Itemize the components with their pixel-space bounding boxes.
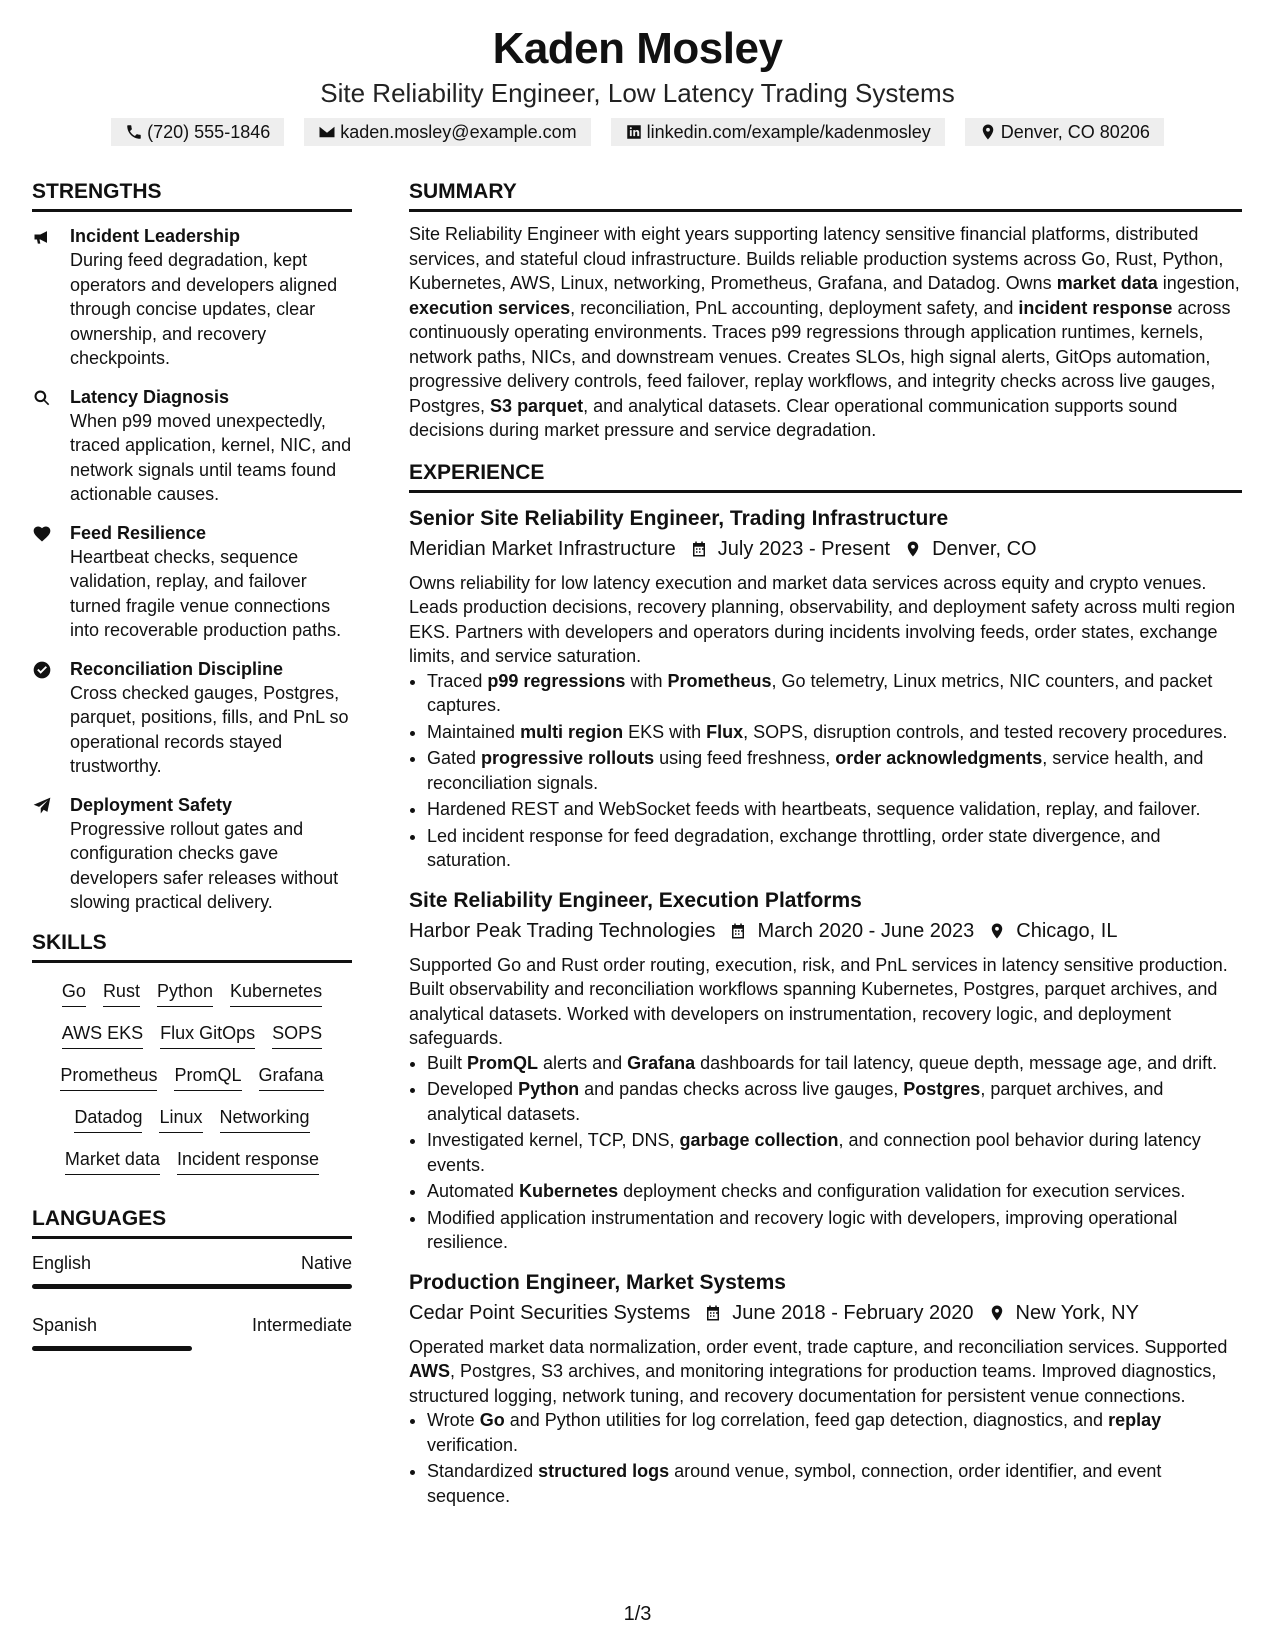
job-bullet bbox=[427, 1459, 1242, 1508]
job-company: Harbor Peak Trading Technologies bbox=[409, 919, 716, 942]
bold-text: market data bbox=[1056, 273, 1158, 293]
summary-text bbox=[409, 222, 1242, 443]
search-icon bbox=[32, 388, 52, 408]
job-company: Cedar Point Securities Systems bbox=[409, 1301, 691, 1324]
job-bullet bbox=[427, 1128, 1242, 1177]
bold-text: progressive rollouts bbox=[481, 748, 655, 768]
skills-list bbox=[32, 979, 352, 1175]
language-item bbox=[32, 1251, 352, 1289]
bold-text: p99 regressions bbox=[487, 670, 626, 691]
text-run: Operated market data normalization, order event, trade capture, and reconciliation services. Supported bbox=[409, 1336, 1228, 1357]
bold-text: execution services bbox=[409, 297, 571, 318]
job-company: Meridian Market Infrastructure bbox=[409, 537, 676, 560]
strength-title: Incident Leadership bbox=[70, 226, 241, 246]
text-run: and pandas checks across live gauges, bbox=[579, 1079, 904, 1099]
language-level: Intermediate bbox=[251, 1314, 352, 1335]
text-run: Hardened REST and WebSocket feeds with heartbeats, sequence validation, replay, and failover. bbox=[427, 799, 1201, 819]
job-bullet bbox=[427, 1408, 1242, 1457]
language-item bbox=[32, 1313, 352, 1351]
job-title: Production Engineer, Market Systems bbox=[409, 1270, 786, 1294]
contact-location-text: Denver, CO 80206 bbox=[1000, 122, 1150, 142]
candidate-name: Kaden Mosley bbox=[492, 24, 783, 73]
location-pin-icon bbox=[979, 123, 997, 141]
job-bullet bbox=[427, 1051, 1242, 1076]
job-entry bbox=[409, 887, 1242, 1255]
summary-heading: SUMMARY bbox=[409, 178, 1242, 212]
text-run: Led incident response for feed degradation, exchange throttling, order state divergence, and saturation. bbox=[427, 825, 1161, 870]
text-run: Modified application instrumentation and recovery logic with developers, improving operational resilience. bbox=[427, 1207, 1178, 1252]
contact-email-text: kaden.mosley@example.com bbox=[340, 122, 577, 142]
job-description: Owns reliability for low latency execution and market data services across equity and crypto venues. Leads production decisions, recovery planning, observability, and deployment safety across multi region EKS. Partners with developers and operators during incidents involving feeds, order states, exchange limits, and service saturation. bbox=[409, 572, 1236, 666]
location-pin-icon bbox=[904, 540, 922, 558]
text-run: alerts and bbox=[538, 1052, 628, 1073]
bold-text: garbage collection bbox=[679, 1130, 839, 1150]
skill-tag: PromQL bbox=[174, 1063, 241, 1091]
linkedin-icon bbox=[625, 123, 643, 141]
skill-tag: AWS EKS bbox=[62, 1021, 143, 1049]
strength-desc: Cross checked gauges, Postgres, parquet, positions, fills, and PnL so operational records stayed trustworthy. bbox=[70, 682, 349, 776]
text-run: around venue, symbol, connection, order identifier, and event sequence. bbox=[427, 1461, 1162, 1506]
text-run: Gated bbox=[427, 748, 482, 768]
text-run: across continuously operating environments. Traces p99 regressions through application runtimes, kernels, network paths, NICs, and downstream venues. Creates SLOs, high signal alerts, GitOps automation, progressive delivery controls, feed failover, replay workflows, and integrity checks across live gauges, Postgres, bbox=[409, 297, 1231, 416]
text-run: , Go telemetry, Linux metrics, NIC counters, and packet captures. bbox=[427, 670, 1213, 715]
location-pin-icon bbox=[988, 922, 1006, 940]
job-bullets bbox=[409, 669, 1242, 873]
strength-title: Latency Diagnosis bbox=[70, 386, 230, 407]
strength-title: Deployment Safety bbox=[70, 794, 233, 815]
job-bullet bbox=[427, 1206, 1242, 1255]
text-run: dashboards for tail latency, queue depth, message age, and drift. bbox=[695, 1052, 1218, 1073]
job-dates: March 2020 - June 2023 bbox=[757, 919, 975, 942]
text-run: Wrote bbox=[427, 1410, 480, 1430]
strength-item bbox=[32, 657, 352, 779]
strength-item bbox=[32, 793, 352, 915]
bold-text: Postgres bbox=[903, 1079, 981, 1099]
language-proficiency-fill bbox=[32, 1346, 192, 1351]
text-run: Automated bbox=[427, 1181, 520, 1201]
job-location: Denver, CO bbox=[932, 537, 1037, 560]
strength-title: Reconciliation Discipline bbox=[70, 658, 284, 679]
job-bullet bbox=[427, 797, 1242, 822]
text-run: , parquet archives, and analytical datasets. bbox=[427, 1079, 1164, 1124]
job-meta bbox=[409, 535, 1242, 563]
candidate-headline: Site Reliability Engineer, Low Latency Trading Systems bbox=[320, 78, 955, 108]
job-location: Chicago, IL bbox=[1016, 919, 1118, 942]
strength-item bbox=[32, 224, 352, 371]
job-description: Supported Go and Rust order routing, execution, risk, and PnL services in latency sensitive production. Built observability and reconciliation workflows spanning Kubernetes, Postgres, parquet archives, and analytical datasets. Worked with developers on instrumentation, recovery logic, and deployment safeguards. bbox=[409, 954, 1228, 1048]
calendar-icon bbox=[690, 540, 708, 558]
text-run: ingestion, bbox=[1157, 273, 1240, 293]
job-dates: June 2018 - February 2020 bbox=[732, 1301, 974, 1324]
text-run: Developed bbox=[427, 1079, 519, 1099]
job-location: New York, NY bbox=[1015, 1301, 1139, 1324]
job-description bbox=[409, 1335, 1242, 1409]
bold-text: Grafana bbox=[627, 1052, 696, 1073]
text-run: Traced bbox=[427, 670, 488, 691]
skill-tag: Linux bbox=[159, 1105, 202, 1133]
text-run: Site Reliability Engineer with eight years supporting latency sensitive financial platforms, distributed services, and stateful cloud infrastructure. Builds reliable production systems across Go, Rust, Python, Kubernetes, AWS, Linux, networking, Prometheus, Grafana, and Datadog. Owns bbox=[409, 224, 1224, 293]
skill-tag: Python bbox=[157, 979, 213, 1007]
job-meta bbox=[409, 1299, 1242, 1327]
text-run: , and connection pool behavior during latency events. bbox=[427, 1130, 1201, 1175]
contact-phone-text: (720) 555-1846 bbox=[147, 122, 271, 142]
bold-text: Flux bbox=[706, 721, 744, 742]
envelope-icon bbox=[318, 123, 336, 141]
text-run: Standardized bbox=[427, 1461, 539, 1481]
bold-text: Prometheus bbox=[667, 670, 772, 691]
skill-tag: Market data bbox=[65, 1147, 160, 1175]
job-meta bbox=[409, 917, 1242, 945]
page-number: 1/3 bbox=[623, 1603, 652, 1625]
language-proficiency-fill bbox=[32, 1284, 352, 1289]
language-proficiency-bar bbox=[32, 1346, 352, 1351]
skill-tag: Prometheus bbox=[60, 1063, 157, 1091]
text-run: verification. bbox=[427, 1434, 519, 1455]
skill-tag: SOPS bbox=[272, 1021, 322, 1049]
strength-desc: Heartbeat checks, sequence validation, replay, and failover turned fragile venue connections into recoverable production paths. bbox=[70, 546, 342, 640]
text-run: Maintained bbox=[427, 721, 521, 742]
contact-phone[interactable] bbox=[111, 118, 284, 146]
contact-linkedin-text: linkedin.com/example/kadenmosley bbox=[646, 122, 931, 142]
bold-text: AWS bbox=[409, 1361, 451, 1381]
left-column bbox=[32, 178, 352, 1375]
job-title: Site Reliability Engineer, Execution Platforms bbox=[409, 888, 862, 912]
contact-location bbox=[965, 118, 1164, 146]
language-name: Spanish bbox=[32, 1314, 98, 1335]
text-run: , reconciliation, PnL accounting, deployment safety, and bbox=[570, 297, 1019, 318]
bold-text: S3 parquet bbox=[490, 395, 584, 416]
skill-tag: Datadog bbox=[74, 1105, 142, 1133]
skill-tag: Incident response bbox=[177, 1147, 319, 1175]
strengths-heading: STRENGTHS bbox=[32, 178, 352, 212]
job-bullets bbox=[409, 1051, 1242, 1255]
experience-heading: EXPERIENCE bbox=[409, 459, 1242, 493]
text-run: and Python utilities for log correlation, feed gap detection, diagnostics, and bbox=[504, 1410, 1109, 1430]
contact-bar bbox=[0, 118, 1275, 146]
bold-text: order acknowledgments bbox=[835, 748, 1043, 768]
skills-heading: SKILLS bbox=[32, 929, 352, 963]
bold-text: Kubernetes bbox=[519, 1181, 619, 1201]
bold-text: Python bbox=[518, 1079, 580, 1099]
job-bullet bbox=[427, 824, 1242, 873]
check-circle-icon bbox=[32, 660, 52, 680]
strength-desc: Progressive rollout gates and configuration checks gave developers safer releases without slowing practical delivery. bbox=[70, 818, 339, 912]
bold-text: PromQL bbox=[467, 1052, 539, 1073]
paper-plane-icon bbox=[32, 796, 52, 816]
job-title: Senior Site Reliability Engineer, Trading Infrastructure bbox=[409, 506, 949, 530]
language-level: Native bbox=[300, 1252, 352, 1273]
text-run: EKS with bbox=[623, 721, 707, 742]
text-run: using feed freshness, bbox=[654, 748, 836, 768]
calendar-icon bbox=[729, 922, 747, 940]
job-entry bbox=[409, 505, 1242, 873]
skill-tag: Flux GitOps bbox=[160, 1021, 255, 1049]
bold-text: multi region bbox=[520, 721, 624, 742]
text-run: with bbox=[625, 670, 668, 691]
text-run: , Postgres, S3 archives, and monitoring integrations for production teams. Improved diagnostics, structured logging, network tuning, and recovery documentation for persistent venue connections. bbox=[409, 1361, 1217, 1406]
bold-text: replay bbox=[1108, 1410, 1162, 1430]
skill-tag: Rust bbox=[103, 979, 140, 1007]
skill-tag: Networking bbox=[220, 1105, 310, 1133]
job-dates: July 2023 - Present bbox=[717, 537, 891, 560]
job-entry bbox=[409, 1269, 1242, 1509]
contact-email[interactable] bbox=[304, 118, 590, 146]
resume-header bbox=[0, 22, 1275, 146]
skill-tag: Go bbox=[62, 979, 86, 1007]
text-run: Built bbox=[427, 1052, 468, 1073]
text-run: deployment checks and configuration validation for execution services. bbox=[618, 1181, 1186, 1201]
calendar-icon bbox=[704, 1304, 722, 1322]
job-bullet bbox=[427, 720, 1242, 745]
job-bullet bbox=[427, 1179, 1242, 1204]
job-bullet bbox=[427, 1077, 1242, 1126]
text-run: , service health, and reconciliation signals. bbox=[427, 748, 1204, 793]
skill-tag: Kubernetes bbox=[230, 979, 322, 1007]
bold-text: structured logs bbox=[538, 1461, 670, 1481]
strength-desc: When p99 moved unexpectedly, traced application, kernel, NIC, and network signals until teams found actionable causes. bbox=[70, 410, 352, 504]
megaphone-icon bbox=[32, 227, 52, 247]
strength-title: Feed Resilience bbox=[70, 522, 207, 543]
strength-item bbox=[32, 521, 352, 643]
language-name: English bbox=[32, 1252, 92, 1273]
bold-text: incident response bbox=[1018, 297, 1173, 318]
text-run: , SOPS, disruption controls, and tested recovery procedures. bbox=[743, 721, 1228, 742]
text-run: Investigated kernel, TCP, DNS, bbox=[427, 1130, 680, 1150]
strength-desc: During feed degradation, kept operators and developers aligned through concise updates, clear ownership, and recovery checkpoints. bbox=[70, 250, 338, 368]
location-pin-icon bbox=[988, 1304, 1006, 1322]
skill-tag: Grafana bbox=[259, 1063, 324, 1091]
languages-heading: LANGUAGES bbox=[32, 1205, 352, 1239]
text-run: , and analytical datasets. Clear operational communication supports sound decisions during market pressure and service degradation. bbox=[409, 395, 1178, 440]
strength-item bbox=[32, 385, 352, 507]
bold-text: Go bbox=[479, 1410, 505, 1430]
heart-icon bbox=[32, 524, 52, 544]
contact-linkedin[interactable] bbox=[611, 118, 945, 146]
job-bullet bbox=[427, 669, 1242, 718]
language-proficiency-bar bbox=[32, 1284, 352, 1289]
phone-icon bbox=[125, 123, 143, 141]
job-bullets bbox=[409, 1408, 1242, 1508]
right-column bbox=[409, 178, 1242, 1522]
job-bullet bbox=[427, 746, 1242, 795]
